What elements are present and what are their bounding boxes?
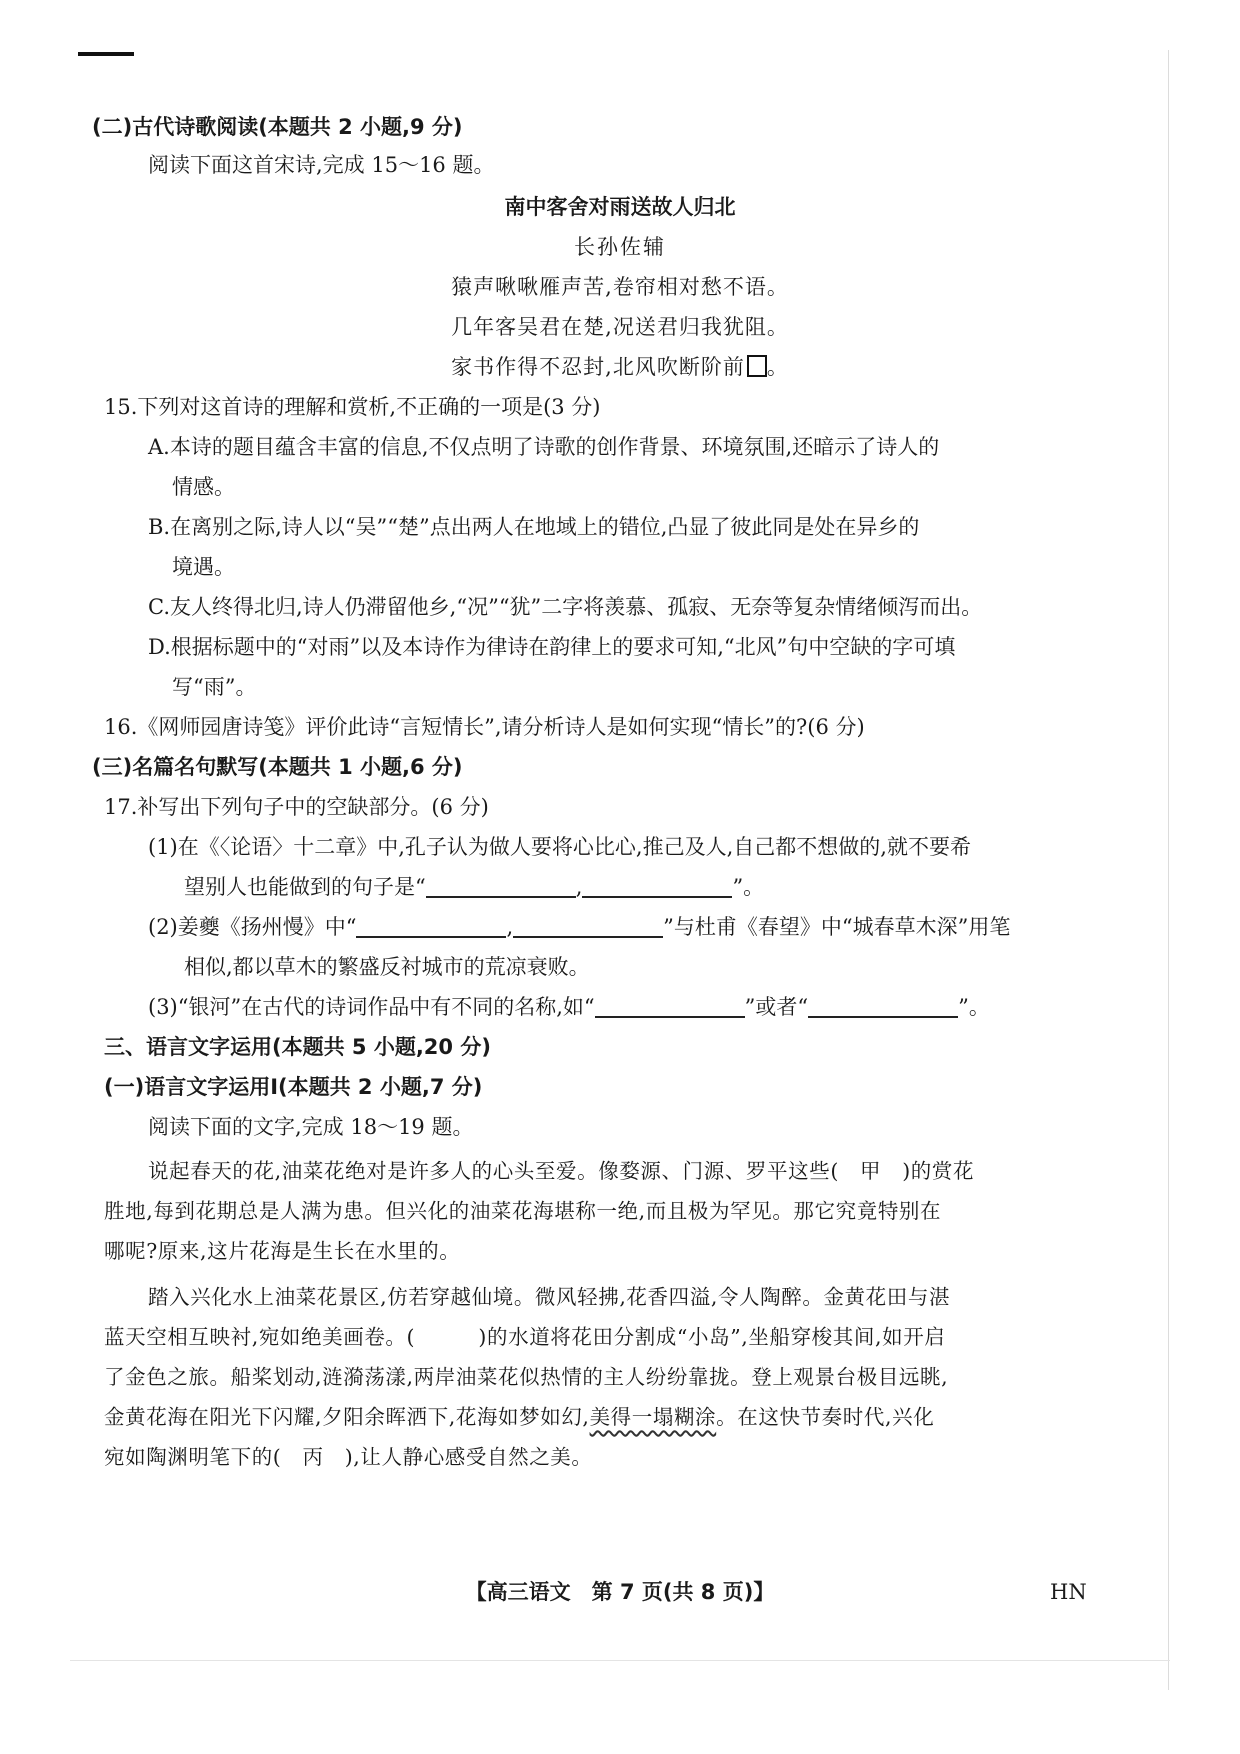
q17-part3-line-1: (3)“银河”在古代的诗词作品中有不同的名称,如“ ”或者“ ”。 — [148, 995, 990, 1019]
question-16-stem: 16.《网师园唐诗笺》评价此诗“言短情长”,请分析诗人是如何实现“情长”的?(6 分) — [104, 715, 865, 739]
language-intro: 阅读下面的文字,完成 18～19 题。 — [148, 1115, 474, 1139]
sub-heading-language-1: (一)语言文字运用Ⅰ(本题共 2 小题,7 分) — [104, 1075, 483, 1099]
footer-region-code: HN — [1050, 1580, 1087, 1604]
answer-blank[interactable] — [808, 996, 958, 1018]
poetry-intro: 阅读下面这首宋诗,完成 15～16 题。 — [148, 153, 495, 177]
answer-blank[interactable] — [356, 916, 506, 938]
answer-blank[interactable] — [582, 876, 732, 898]
answer-blank[interactable] — [595, 996, 745, 1018]
question-15-stem: 15.下列对这首诗的理解和赏析,不正确的一项是(3 分) — [104, 395, 601, 419]
passage-line-4: 踏入兴化水上油菜花景区,仿若穿越仙境。微风轻拂,花香四溢,令人陶醉。金黄花田与湛 — [148, 1285, 951, 1309]
part-heading-language: 三、语言文字运用(本题共 5 小题,20 分) — [104, 1035, 491, 1059]
poem-author: 长孙佐辅 — [574, 235, 666, 259]
q17-part2-line-1: (2)姜夔《扬州慢》中“ , ”与杜甫《春望》中“城春草木深”用笔 — [148, 915, 1011, 939]
poem-line-1: 猿声啾啾雁声苦,卷帘相对愁不语。 — [451, 275, 789, 299]
wavy-underlined-phrase: 美得一塌糊涂 — [589, 1405, 717, 1429]
section-heading-poetry: (二)古代诗歌阅读(本题共 2 小题,9 分) — [92, 115, 463, 139]
poem-line-2: 几年客吴君在楚,况送君归我犹阻。 — [451, 315, 789, 339]
q17-part1-line-2: 望别人也能做到的句子是“ , ”。 — [184, 875, 765, 899]
q17-part2-line-2: 相似,都以草木的繁盛反衬城市的荒凉衰败。 — [184, 955, 590, 979]
q17-part1-line-1: (1)在《〈论语〉十二章》中,孔子认为做人要将心比心,推己及人,自己都不想做的,就不要希 — [148, 835, 971, 859]
option-b-line-1: B.在离别之际,诗人以“吴”“楚”点出两人在地域上的错位,凸显了彼此同是处在异乡的 — [148, 515, 920, 539]
passage-line-3: 哪呢?原来,这片花海是生长在水里的。 — [104, 1239, 461, 1263]
answer-blank[interactable] — [426, 876, 576, 898]
page-footer: 【高三语文 第 7 页(共 8 页)】 — [465, 1580, 775, 1604]
passage-line-7: 金黄花海在阳光下闪耀,夕阳余晖洒下,花海如梦如幻,美得一塌糊涂。在这快节奏时代,兴化 — [104, 1405, 935, 1429]
option-d-line-1: D.根据标题中的“对雨”以及本诗作为律诗在韵律上的要求可知,“北风”句中空缺的字可填 — [148, 635, 956, 659]
answer-blank[interactable] — [513, 916, 663, 938]
passage-line-1: 说起春天的花,油菜花绝对是许多人的心头至爱。像婺源、门源、罗平这些( 甲 )的赏花 — [148, 1159, 975, 1183]
corner-registration-mark — [78, 52, 134, 56]
passage-line-6: 了金色之旅。船桨划动,涟漪荡漾,两岸油菜花似热情的主人纷纷靠拢。登上观景台极目远眺, — [104, 1365, 949, 1389]
poem-title: 南中客舍对雨送故人归北 — [504, 195, 736, 219]
question-17-stem: 17.补写出下列句子中的空缺部分。(6 分) — [104, 795, 489, 819]
option-a-line-2: 情感。 — [172, 475, 235, 499]
passage-line-2: 胜地,每到花期总是人满为患。但兴化的油菜花海堪称一绝,而且极为罕见。那它究竟特别在 — [104, 1199, 942, 1223]
missing-character-box — [747, 355, 767, 377]
scan-bottom-line — [70, 1660, 1170, 1661]
passage-line-5: 蓝天空相互映衬,宛如绝美画卷。( )的水道将花田分割成“小岛”,坐船穿梭其间,如开启 — [104, 1325, 946, 1349]
option-d-line-2: 写“雨”。 — [172, 675, 257, 699]
poem-line-3: 家书作得不忍封,北风吹断阶前 。 — [451, 355, 789, 379]
passage-line-8: 宛如陶渊明笔下的( 丙 ),让人静心感受自然之美。 — [104, 1445, 593, 1469]
section-heading-dictation: (三)名篇名句默写(本题共 1 小题,6 分) — [92, 755, 463, 779]
option-c-line-1: C.友人终得北归,诗人仍滞留他乡,“况”“犹”二字将羡慕、孤寂、无奈等复杂情绪倾泻而出。 — [148, 595, 983, 619]
option-a-line-1: A.本诗的题目蕴含丰富的信息,不仅点明了诗歌的创作背景、环境氛围,还暗示了诗人的 — [148, 435, 940, 459]
option-b-line-2: 境遇。 — [172, 555, 235, 579]
